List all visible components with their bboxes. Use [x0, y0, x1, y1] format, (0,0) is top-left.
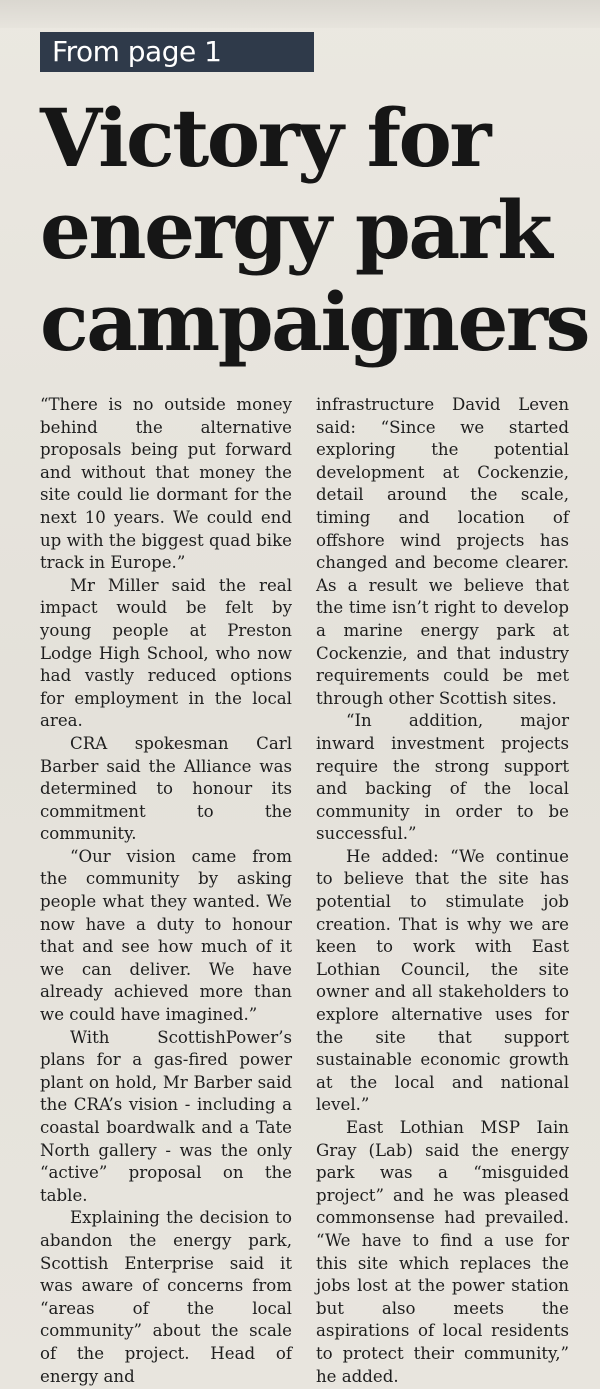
page-edge: [0, 0, 600, 28]
paragraph: CRA spokesman Carl Barber said the Alliance was determined to honour its commitment to the community.: [40, 733, 292, 844]
headline-line: Victory for: [40, 91, 489, 185]
section-banner: From page 1: [40, 32, 314, 72]
paragraph: East Lothian MSP Iain Gray (Lab) said the energy park was a “misguided project” and he was pleased commonsense had prevailed. “We have to find a use for this site which replaces the jobs lost at the power station but also meets the aspirations of local residents to protect their community,” he added.: [316, 1118, 569, 1386]
paragraph: “In addition, major inward investment projects require the strong support and backing of the local community in order to be successful.”: [316, 711, 569, 844]
article-column-right: [316, 394, 569, 1388]
headline-line: campaigners: [40, 275, 589, 369]
headline: [40, 91, 589, 369]
paragraph: Explaining the decision to abandon the energy park, Scottish Enterprise said it was aware of concerns from “areas of the local community” about the scale of the project. Head of energy and: [40, 1208, 292, 1386]
paragraph: “There is no outside money behind the alternative proposals being put forward and without that money the site could lie dormant for the next 10 years. We could end up with the biggest quad bike track in Europe.”: [40, 395, 292, 573]
paragraph: “Our vision came from the community by asking people what they wanted. We now have a duty to honour that and see how much of it we can deliver. We have already achieved more than we could have imagined.”: [40, 846, 292, 1025]
headline-line: energy park: [40, 183, 551, 277]
paragraph: He added: “We continue to believe that the site has potential to stimulate job creation. That is why we are keen to work with East Lothian Council, the site owner and all stakeholders to explore alternative uses for the site that support sustainable economic growth at the local and national level.”: [316, 846, 569, 1115]
paragraph: Mr Miller said the real impact would be felt by young people at Preston Lodge High School, who now had vastly reduced options for employment in the local area.: [40, 575, 292, 731]
paragraph: infrastructure David Leven said: “Since we started exploring the potential development at Cockenzie, detail around the scale, timing and location of offshore wind projects has changed and become clearer. As a result we believe that the time isn’t right to develop a marine energy park at Cockenzie, and that industry requirements could be met through other Scottish sites.: [316, 395, 569, 708]
article-column-left: [40, 394, 292, 1388]
paragraph: With ScottishPower’s plans for a gas-fired power plant on hold, Mr Barber said the CRA’s vision - including a coastal boardwalk and a Tate North gallery - was the only “active” proposal on the table.: [40, 1027, 292, 1205]
